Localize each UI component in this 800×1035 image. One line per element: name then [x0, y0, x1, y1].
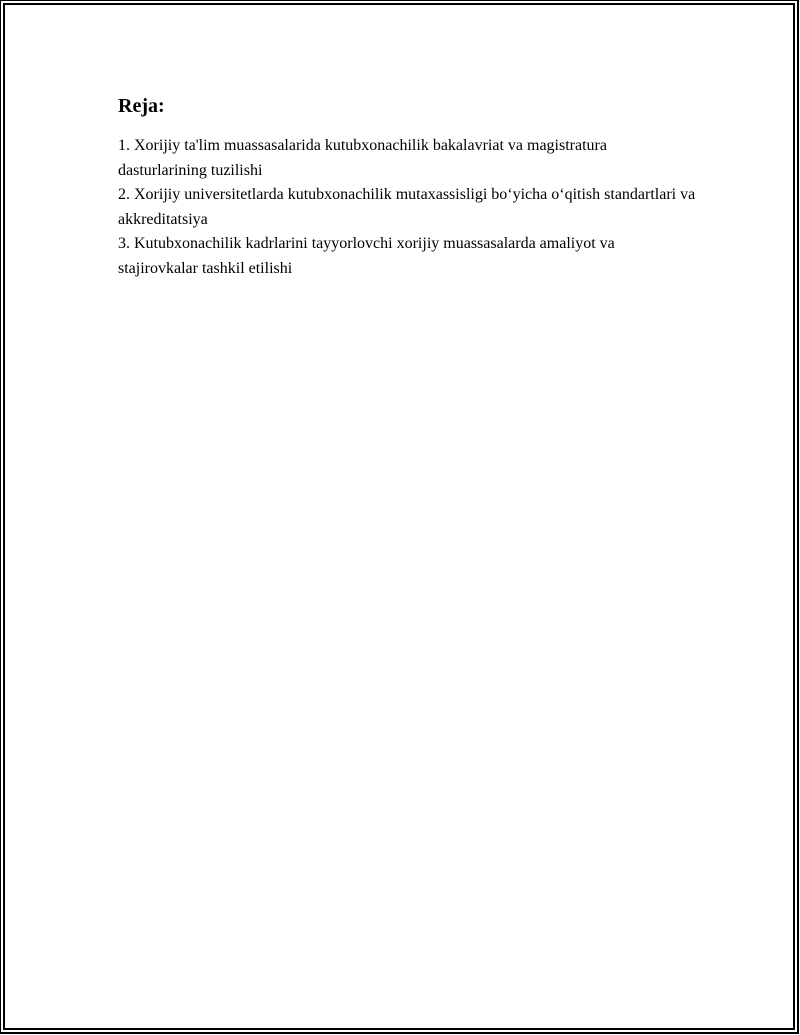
plan-item-3: 3. Kutubxonachilik kadrlarini tayyorlovchi xorijiy muassasalarda amaliyot va stajirovkalar tashkil etilishi	[118, 235, 615, 277]
plan-item-1: 1. Xorijiy ta'lim muassasalarida kutubxonachilik bakalavriat va magistratura dasturlarining tuzilishi	[118, 137, 607, 179]
plan-list	[118, 134, 698, 281]
plan-item-2: 2. Xorijiy universitetlarda kutubxonachilik mutaxassisligi bo‘yicha o‘qitish standartlari va akkreditatsiya	[118, 186, 696, 228]
document-body	[118, 92, 698, 281]
plan-heading: Reja:	[118, 95, 165, 117]
